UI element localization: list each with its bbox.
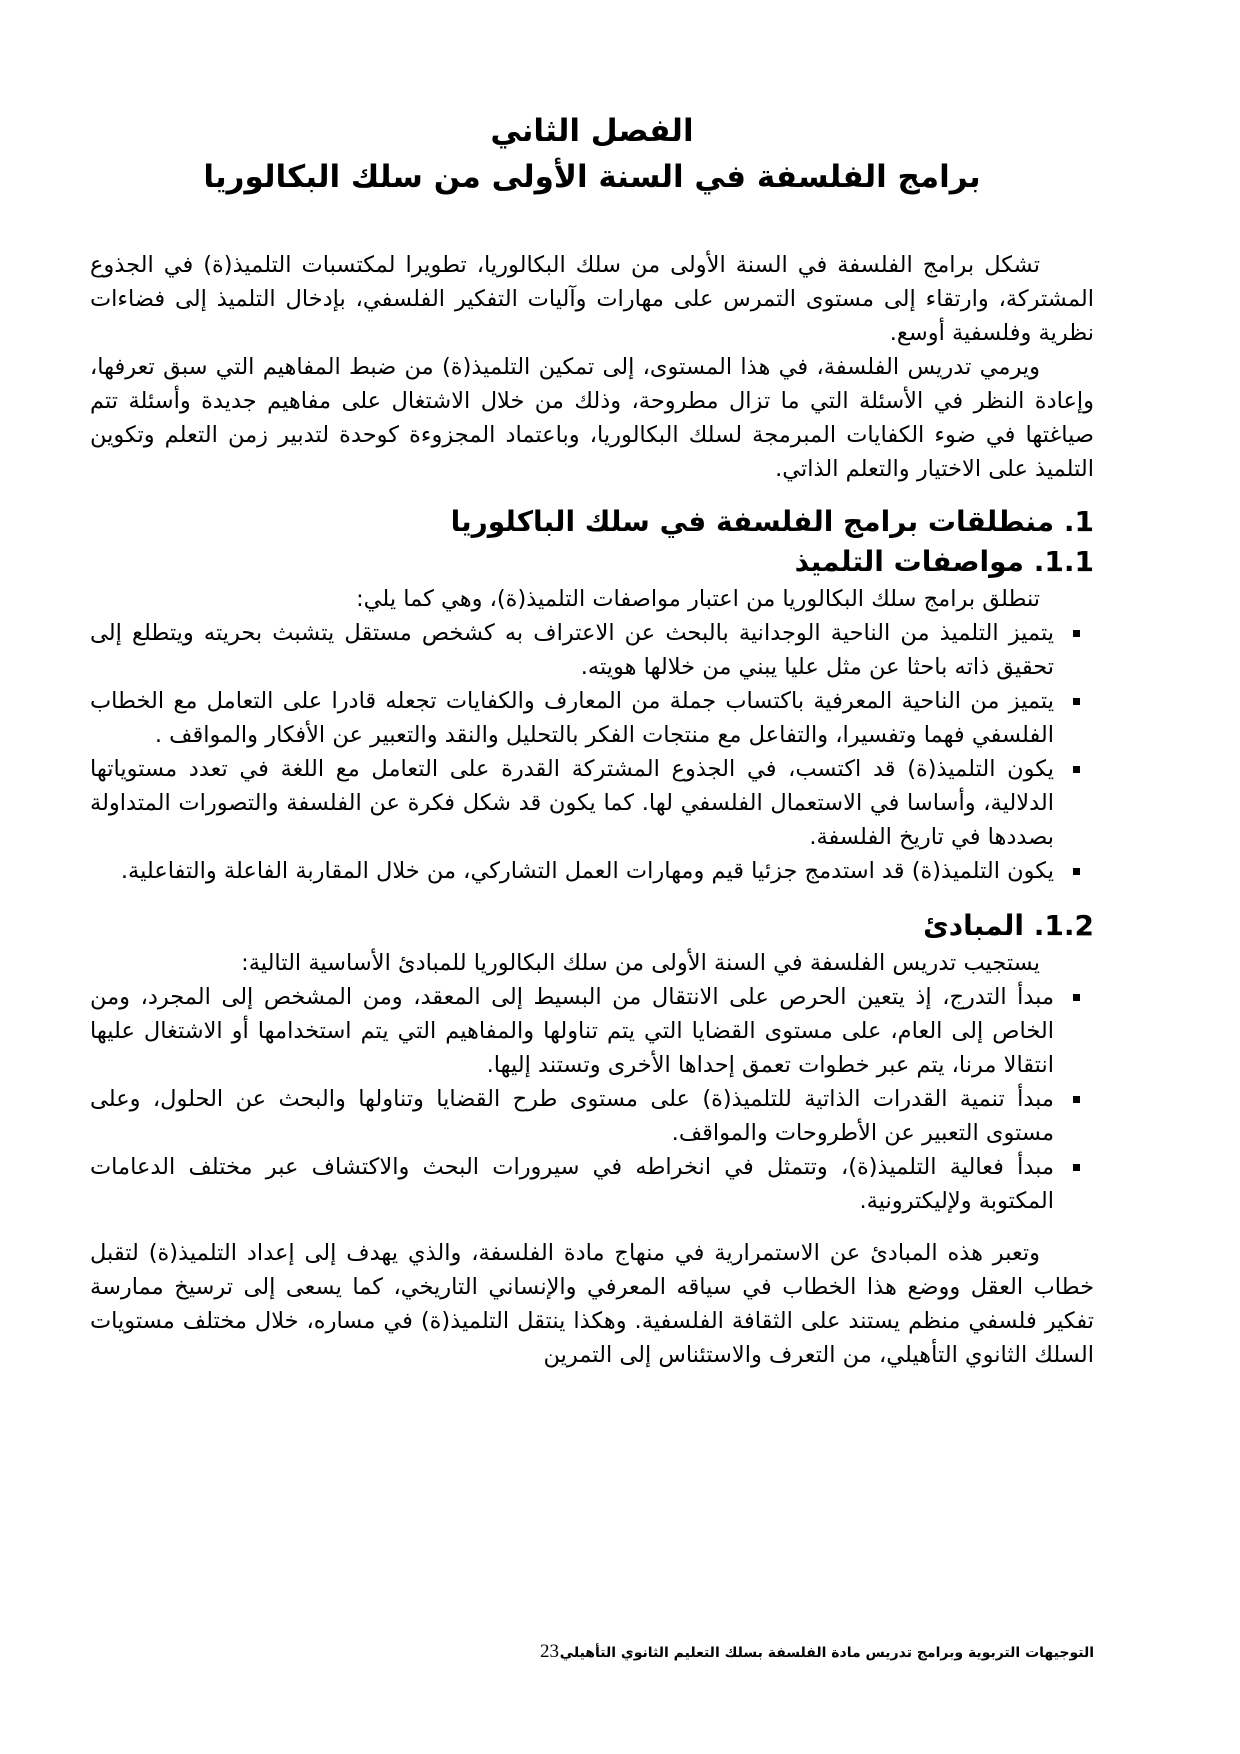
- square-bullet-icon: [1073, 766, 1080, 773]
- square-bullet-icon: [1073, 1164, 1080, 1171]
- chapter-heading: [90, 108, 1094, 200]
- spacer: [90, 1218, 1094, 1236]
- list-item: [90, 980, 1094, 1082]
- list-item: [90, 616, 1094, 684]
- page-footer: [0, 1641, 1240, 1671]
- list-item-text: مبدأ تنمية القدرات الذاتية للتلميذ(ة) على مستوى طرح القضايا وتناولها والبحث عن الحلول، وعلى مستوى التعبير عن الأطروحات والمواقف.: [90, 1086, 1054, 1146]
- chapter-label: الفصل الثاني: [490, 113, 694, 149]
- list-item-text: يتميز التلميذ من الناحية الوجدانية بالبحث عن الاعتراف به كشخص مستقل يتشبث بحريته ويتطلع إلى تحقيق ذاته باحثا عن مثل عليا يبني من خلالها هويته.: [90, 620, 1054, 680]
- page-content: [90, 108, 1094, 1372]
- subsection-lead: يستجيب تدريس الفلسفة في السنة الأولى من سلك البكالوريا للمبادئ الأساسية التالية:: [241, 950, 1040, 976]
- square-bullet-icon: [1073, 698, 1080, 705]
- square-bullet-icon: [1073, 630, 1080, 637]
- intro-paragraph: تشكل برامج الفلسفة في السنة الأولى من سلك البكالوريا، تطويرا لمكتسبات التلميذ(ة) في الجذوع المشتركة، وارتقاء إلى مستوى التمرس على مهارات وآليات التفكير الفلسفي، بإدخال التلميذ إلى فضاءات نظرية وفلسفية أوسع.: [90, 252, 1094, 346]
- intro-paragraph: ويرمي تدريس الفلسفة، في هذا المستوى، إلى تمكين التلميذ(ة) من ضبط المفاهيم التي سبق تعرفها، وإعادة النظر في الأسئلة التي ما تزال مطروحة، وذلك من خلال الاشتغال على مفاهيم جديدة وأسئلة تتم صياغتها في ضوء الكفايات المبرمجة لسلك البكالوريا، وباعتماد المجزوءة كوحدة لتدبير زمن التعلم وتكوين التلميذ على الاختيار والتعلم الذاتي.: [90, 354, 1094, 482]
- list-item-text: يكون التلميذ(ة) قد استدمج جزئيا قيم ومهارات العمل التشاركي، من خلال المقاربة الفاعلة والتفاعلية.: [120, 858, 1054, 884]
- list-item: [90, 854, 1094, 888]
- closing-paragraph: وتعبر هذه المبادئ عن الاستمرارية في منهاج مادة الفلسفة، والذي يهدف إلى إعداد التلميذ(ة) لتقبل خطاب العقل ووضع هذا الخطاب في سياقه المعرفي والإنساني التاريخي، كما يسعى إلى ترسيخ ممارسة تفكير فلسفي منظم يستند على الثقافة الفلسفية. وهكذا ينتقل التلميذ(ة) في مساره، خلال مختلف مستويات السلك الثانوي التأهيلي، من التعرف والاستئناس إلى التمرين: [90, 1240, 1094, 1368]
- list-item-text: يكون التلميذ(ة) قد اكتسب، في الجذوع المشتركة القدرة على التعامل مع اللغة في تعدد مستوياتها الدلالية، وأساسا في الاستعمال الفلسفي لها. كما يكون قد شكل فكرة عن الفلسفة والتصورات المتداولة بصددها في تاريخ الفلسفة.: [90, 756, 1054, 850]
- list-item-text: مبدأ التدرج، إذ يتعين الحرص على الانتقال من البسيط إلى المعقد، ومن المشخص إلى المجرد، ومن الخاص إلى العام، على مستوى القضايا التي يتم تناولها والمفاهيم التي يتم استخدامها أو الاشتغال عليها انتقالا مرنا، يتم عبر خطوات تعمق إحداها الأخرى وتستند إليها.: [90, 984, 1054, 1078]
- list-item: [90, 684, 1094, 752]
- student-profile-list: [90, 616, 1094, 888]
- square-bullet-icon: [1073, 868, 1080, 875]
- square-bullet-icon: [1073, 1096, 1080, 1103]
- page-number: 23: [540, 1641, 559, 1662]
- footer-title: التوجيهات التربوية وبرامج تدريس مادة الفلسفة بسلك التعليم الثانوي التأهيلي: [559, 1645, 1094, 1661]
- list-item-text: مبدأ فعالية التلميذ(ة)، وتتمثل في انخراطه في سيرورات البحث والاكتشاف عبر مختلف الدعامات المكتوبة ولإليكترونية.: [90, 1154, 1054, 1214]
- subsection-heading: 1.2. المبادئ: [923, 909, 1094, 942]
- section-heading: 1. منطلقات برامج الفلسفة في سلك الباكلوريا: [450, 505, 1094, 538]
- list-item: [90, 1150, 1094, 1218]
- square-bullet-icon: [1073, 994, 1080, 1001]
- chapter-title: برامج الفلسفة في السنة الأولى من سلك البكالوريا: [203, 159, 981, 195]
- list-item: [90, 752, 1094, 854]
- list-item-text: يتميز من الناحية المعرفية باكتساب جملة من المعارف والكفايات تجعله قادرا على التعامل مع الخطاب الفلسفي فهما وتفسيرا، والتفاعل مع منتجات الفكر بالتحليل والنقد والتعبير عن الأفكار والمواقف .: [90, 688, 1054, 748]
- subsection-heading: 1.1. مواصفات التلميذ: [794, 545, 1094, 578]
- principles-list: [90, 980, 1094, 1218]
- list-item: [90, 1082, 1094, 1150]
- subsection-lead: تنطلق برامج سلك البكالوريا من اعتبار مواصفات التلميذ(ة)، وهي كما يلي:: [356, 586, 1040, 612]
